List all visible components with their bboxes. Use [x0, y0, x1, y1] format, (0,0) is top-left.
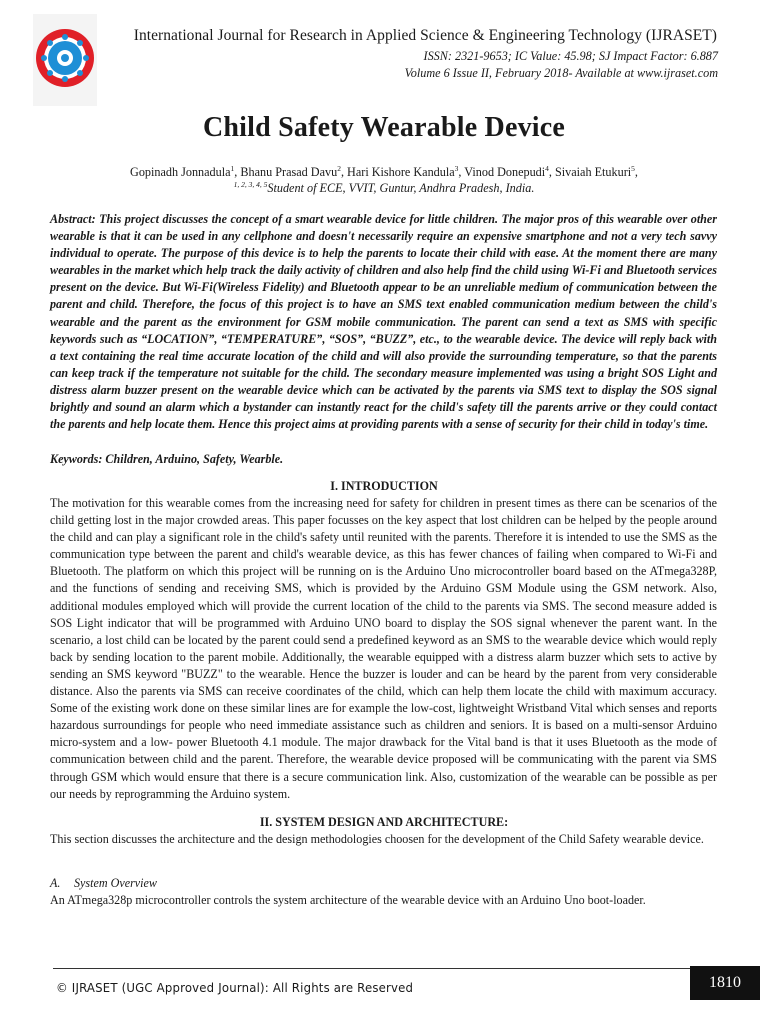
page-number: 1810	[690, 966, 760, 1000]
affiliation-text: Student of ECE, VVIT, Guntur, Andhra Pradesh, India.	[267, 181, 535, 196]
introduction-text: The motivation for this wearable comes from the increasing need for safety for children in present times as there can be scenarios of the child getting lost in the major crowded areas. This paper focusses on the key aspect that lost children can be helped by the people around the child and can play a significant role in the child's safety until reunited with the parents. Therefore it is intended to use the SMS as the communication type between the parent and child's wearable device, as this has fewer chances of failing when compared to Wi-Fi and Bluetooth. The platform on which this project will be running on is the Arduino Uno microcontroller board based on the ATmega328P, and the functions of sending and receiving SMS, which is provided by the Arduino GSM Module using the GSM network. Also, additional modules employed which will provide the current location of the child to the parents via SMS. The second measure added is SOS Light indicator that will be programmed with Arduino UNO board to display the SOS signal whenever the parent want. In the scenario, a lost child can be located by the parent could send a predefined keyword as an SMS to the wearable device which would reply back by sending location to the parent mobile. Additionally, the wearable equipped with a distress alarm buzzer which sets to active by sending an SMS keyword "BUZZ" to the wearable. Hence the buzzer is louder and can be heard by the parent from very considerable distance. Also the parents via SMS can receive coordinates of the child, which can help them locate the child with maximum accuracy. Some of the existing work done on these similar lines are for example the low-cost, lightweight Wristband Vital which senses and reports hazardous surroundings for people who need immediate assistance such as children and seniors. It is based on a multi-sensor Arduino micro-system and a low- power Bluetooth 4.1 module. The major drawback for the Vital band is that it uses Bluetooth as the mode of communication between child and the parent. Therefore, the wearable device proposed will be communicating with the parent via SMS through GSM which would ensure that there is a secure communication link. Also, customization of the wearable can be possible as per our needs by reprogramming the Arduino system.	[50, 496, 717, 801]
abstract-label: Abstract	[50, 212, 92, 226]
author-name: Gopinadh Jonnadula	[130, 165, 231, 180]
author-separator: ,	[458, 165, 465, 180]
keywords: Keywords: Children, Arduino, Safety, Wearble.	[50, 452, 284, 466]
journal-seal-icon	[33, 14, 97, 106]
author-sup: 4	[545, 164, 549, 173]
author-separator: ,	[340, 165, 348, 180]
journal-meta	[300, 48, 718, 81]
system-design-text: This section discusses the architecture and the design methodologies choosen for the development of the Child Safety wearable device.	[50, 832, 704, 846]
subsection-number: A.	[50, 876, 61, 890]
author-sup: 1	[230, 164, 235, 173]
journal-title: International Journal for Research in Applied Science & Engineering Technology (IJRASET)	[133, 27, 717, 44]
author-separator: ,	[548, 165, 555, 180]
subsection-title: System Overview	[74, 876, 157, 890]
abstract-text: This project discusses the concept of a smart wearable device for little children. The major pros of this wearable over other wearable is that it can be used in any cellphone and doesn't necessarily require an expensive smartphone and not a very tech savvy individual to operate. The purpose of this device is to help the parents to locate their child with ease. At the moment there are many wearables in the market which help track the daily activity of children and also help find the child using Wi-Fi and Bluetooth services present on the device. But Wi-Fi(Wireless Fidelity) and Bluetooth appear to be an unreliable medium of communication between the parent and child. Therefore, the focus of this project is to have an SMS text enabled communication medium between the child's wearable and the parent as the environment for GSM mobile communication. The parent can send a text as SMS with specific keywords such as “LOCATION”, “TEMPERATURE”, “SOS”, “BUZZ”, etc., to the wearable device. The device will reply back with a text containing the real time accurate location of the child and will also provide the surrounding temperature, so that the parents can keep track if the temperature not suitable for the child. The secondary measure implemented was using a bright SOS Light and distress alarm buzzer present on the wearable device which can be activated by the parents via SMS text to display the SOS signal brightly and sound an alarm which a bystander can instantly react for the child's safety till the parents arrive or they could contact the parents and help locate them. Hence this project aims at providing parents with a sense of security for their child in today's time.	[50, 212, 717, 432]
author-sup: 5	[631, 164, 635, 173]
subsection-heading	[50, 876, 157, 891]
journal-logo	[33, 14, 97, 106]
author-sup: 3	[454, 164, 459, 173]
affiliation	[40, 176, 728, 197]
paper-title: Child Safety Wearable Device	[202, 112, 566, 143]
author-sup: 2	[337, 164, 341, 173]
abstract-colon: :	[91, 212, 100, 226]
author-name: Bhanu Prasad Davu	[240, 165, 338, 180]
affiliation-sup: 1, 2, 3, 4, 5	[233, 180, 268, 189]
section-heading-introduction: I. INTRODUCTION	[330, 479, 438, 493]
issn-line: ISSN: 2321-9653; IC Value: 45.98; SJ Impact Factor: 6.887	[423, 49, 718, 63]
abstract	[50, 211, 717, 433]
author-name: Vinod Donepudi	[464, 165, 546, 180]
author-separator: ,	[634, 165, 638, 180]
author-name: Hari Kishore Kandula	[347, 165, 455, 180]
author-name: Sivaiah Etukuri	[555, 165, 632, 180]
author-separator: ,	[234, 165, 241, 180]
footer-copyright: © IJRASET (UGC Approved Journal): All Rights are Reserved	[56, 980, 414, 995]
section-heading-system-design: II. SYSTEM DESIGN AND ARCHITECTURE:	[259, 815, 509, 829]
volume-line: Volume 6 Issue II, February 2018- Available at www.ijraset.com	[404, 65, 718, 80]
subsection-text: An ATmega328p microcontroller controls the system architecture of the wearable device with an Arduino Uno boot-loader.	[50, 893, 646, 907]
footer-divider	[53, 968, 717, 969]
